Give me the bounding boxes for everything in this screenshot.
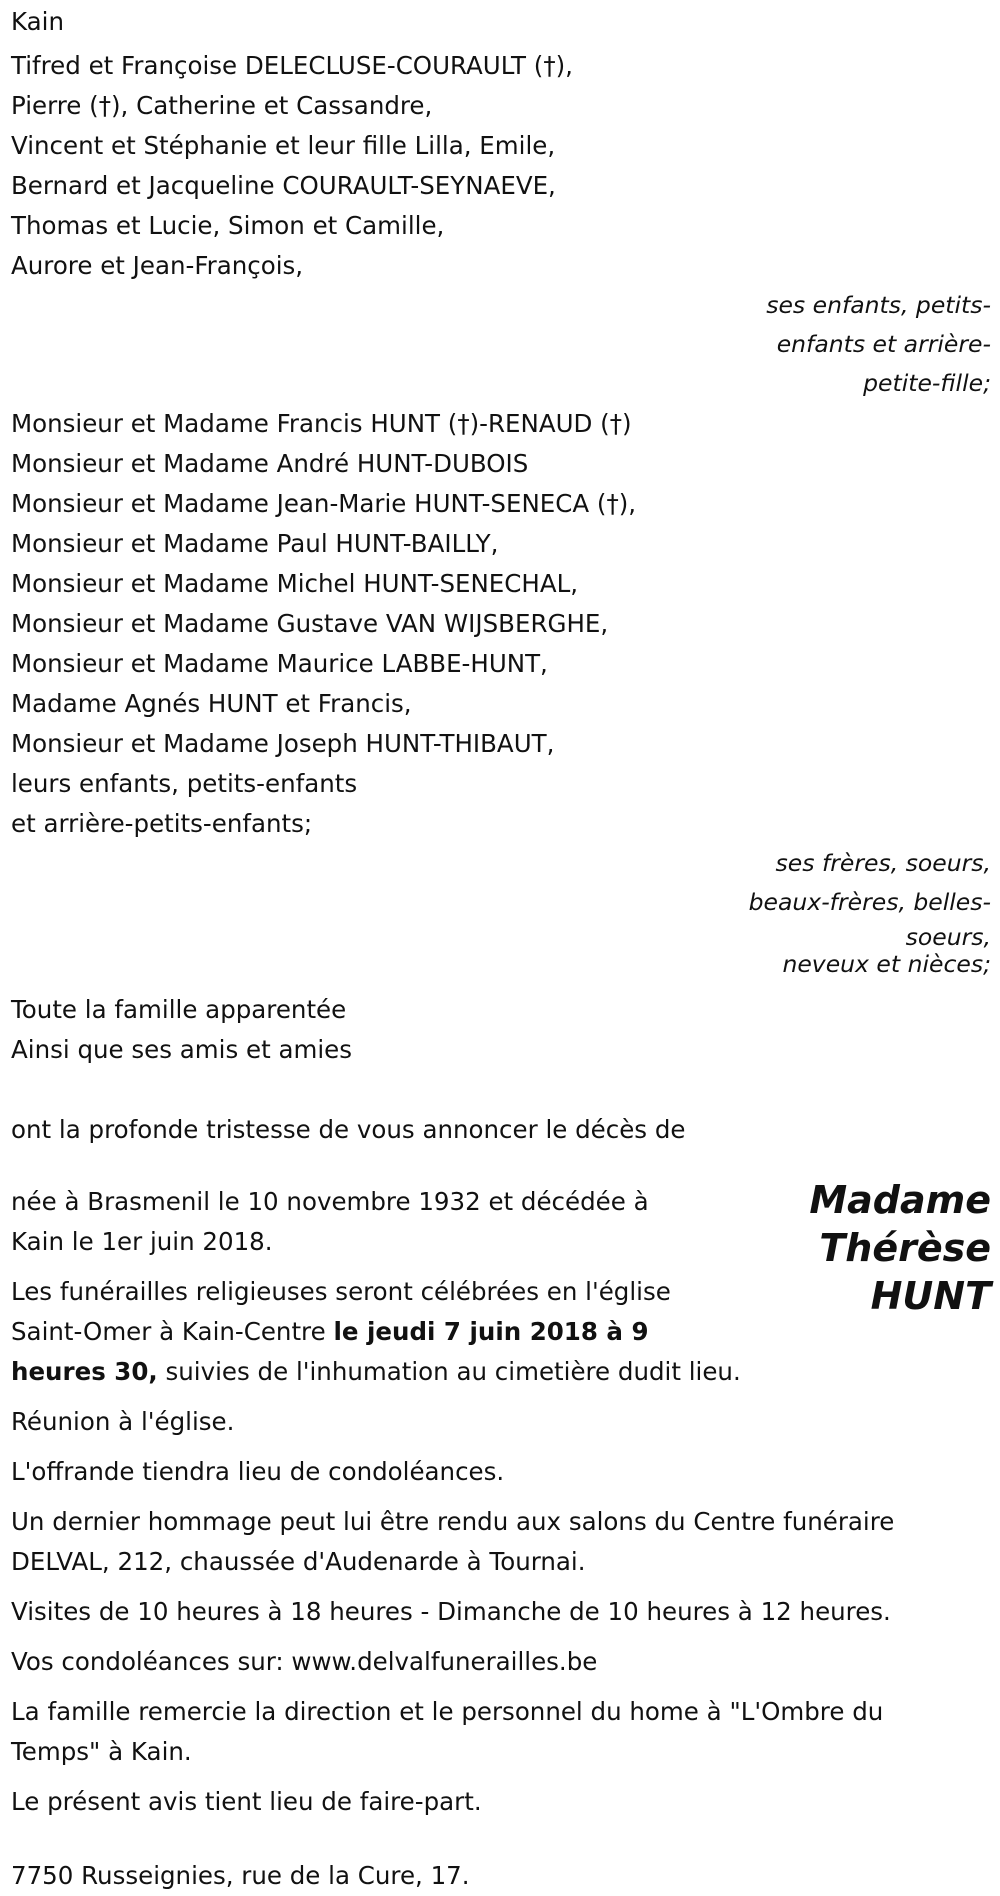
sibling-line: Monsieur et Madame Joseph HUNT-THIBAUT,: [11, 729, 555, 758]
sibling-line: Monsieur et Madame Gustave VAN WIJSBERGHE,: [11, 609, 609, 638]
location-label: Kain: [11, 7, 64, 36]
condolences-paragraph: Vos condoléances sur: www.delvalfunerailles.be: [11, 1647, 598, 1676]
note-line: enfants et arrière-: [776, 330, 991, 358]
sibling-line: Monsieur et Madame Francis HUNT (†)-RENAUD (†): [11, 409, 632, 438]
siblings-list: [11, 404, 991, 844]
children-line: Tifred et Françoise DELECLUSE-COURAULT (†),: [11, 51, 573, 80]
homage-paragraph: [11, 1502, 991, 1582]
deceased-lastname: HUNT: [870, 1274, 991, 1318]
siblings-relation-note: [711, 844, 991, 976]
children-list: [11, 46, 991, 286]
thanks-line: Temps" à Kain.: [11, 1737, 192, 1766]
note-line: petite-fille;: [863, 369, 991, 397]
sibling-line: Monsieur et Madame Jean-Marie HUNT-SENECA (†),: [11, 489, 637, 518]
homage-line: DELVAL, 212, chaussée d'Audenarde à Tournai.: [11, 1547, 586, 1576]
homage-line: Un dernier hommage peut lui être rendu aux salons du Centre funéraire: [11, 1507, 895, 1536]
children-relation-note: [751, 286, 991, 403]
funeral-date: le jeudi 7 juin 2018 à 9: [333, 1317, 649, 1346]
sibling-line: Monsieur et Madame Paul HUNT-BAILLY,: [11, 529, 499, 558]
family-line: Toute la famille apparentée: [11, 995, 347, 1024]
note-line: neveux et nièces;: [782, 950, 991, 978]
birth-death-paragraph: [11, 1182, 731, 1262]
address-line: 7750 Russeignies, rue de la Cure, 17.: [11, 1861, 470, 1890]
notice-paragraph: Le présent avis tient lieu de faire-part.: [11, 1787, 482, 1816]
sibling-line: Monsieur et Madame Maurice LABBE-HUNT,: [11, 649, 548, 678]
children-line: Thomas et Lucie, Simon et Camille,: [11, 211, 445, 240]
family-line: Ainsi que ses amis et amies: [11, 1035, 353, 1064]
sibling-line: et arrière-petits-enfants;: [11, 809, 313, 838]
birth-death-line: née à Brasmenil le 10 novembre 1932 et décédée à: [11, 1187, 649, 1216]
children-line: Bernard et Jacqueline COURAULT-SEYNAEVE,: [11, 171, 556, 200]
announcement-text: ont la profonde tristesse de vous annoncer le décès de: [11, 1115, 686, 1144]
deceased-section: [11, 1178, 991, 1392]
thanks-paragraph: [11, 1692, 991, 1772]
sibling-line: Monsieur et Madame Michel HUNT-SENECHAL,: [11, 569, 579, 598]
obituary-document: [11, 0, 991, 1896]
funeral-line: [11, 1352, 991, 1392]
sibling-line: Monsieur et Madame André HUNT-DUBOIS: [11, 449, 529, 478]
note-line: ses enfants, petits-: [766, 291, 991, 319]
children-line: Aurore et Jean-François,: [11, 251, 304, 280]
deceased-firstname: Thérèse: [819, 1226, 991, 1270]
note-line: beaux-frères, belles-: [748, 888, 991, 916]
sibling-line: leurs enfants, petits-enfants: [11, 769, 358, 798]
offering-paragraph: L'offrande tiendra lieu de condoléances.: [11, 1457, 505, 1486]
note-line: soeurs,: [905, 923, 991, 951]
funeral-line: Les funérailles religieuses seront célébrées en l'église: [11, 1277, 671, 1306]
thanks-line: La famille remercie la direction et le personnel du home à "L'Ombre du: [11, 1697, 884, 1726]
children-line: Vincent et Stéphanie et leur fille Lilla, Emile,: [11, 131, 556, 160]
funeral-time: heures 30,: [11, 1357, 158, 1386]
family-list: [11, 990, 991, 1070]
note-line: ses frères, soeurs,: [775, 849, 991, 877]
meeting-paragraph: Réunion à l'église.: [11, 1407, 235, 1436]
children-line: Pierre (†), Catherine et Cassandre,: [11, 91, 433, 120]
sibling-line: Madame Agnés HUNT et Francis,: [11, 689, 412, 718]
funeral-place: Saint-Omer à Kain-Centre: [11, 1317, 334, 1346]
deceased-title: Madame: [809, 1178, 991, 1222]
birth-death-line: Kain le 1er juin 2018.: [11, 1227, 273, 1256]
deceased-name: [771, 1176, 991, 1320]
visits-paragraph: Visites de 10 heures à 18 heures - Dimanche de 10 heures à 12 heures.: [11, 1597, 891, 1626]
funeral-burial: suivies de l'inhumation au cimetière dudit lieu.: [157, 1357, 741, 1386]
